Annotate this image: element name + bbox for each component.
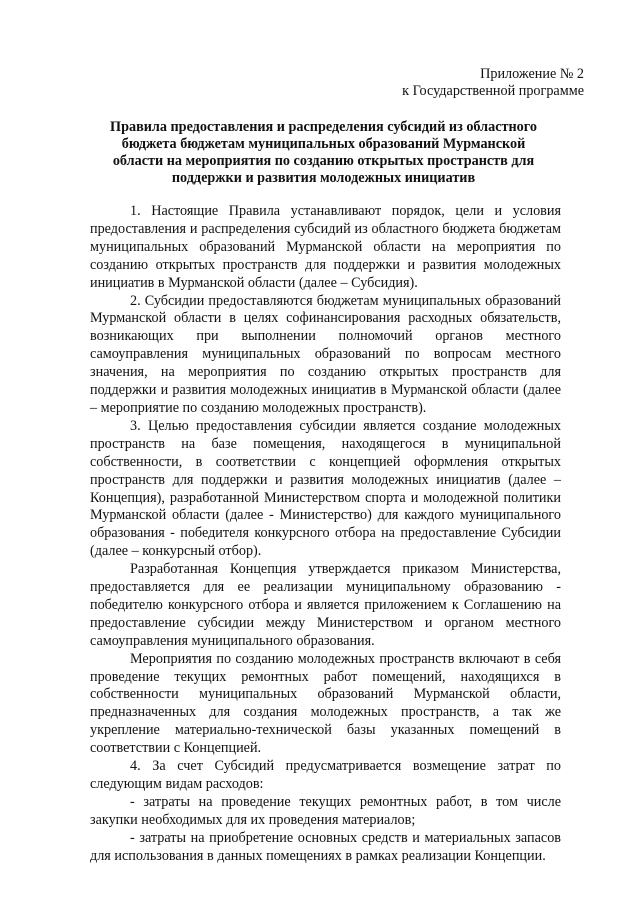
appendix-number: Приложение № 2	[480, 66, 584, 82]
paragraph-activities: Мероприятия по созданию молодежных пространств включают в себя проведение текущих ремонтных работ помещений, находящихся в собственности муниципальных образований Мурманской области, предназначенных для создания молодежных пространств, а так же укрепление материально-технической базы указанных помещений в соответствии с Концепцией.	[90, 650, 561, 757]
paragraph-concept: Разработанная Концепция утверждается приказом Министерства, предоставляется для ее реализации муниципальному образованию - победителю конкурсного отбора и является приложением к Соглашению на предоставление субсидии между Министерством и органом местного самоуправления муниципального образования.	[90, 561, 561, 649]
paragraph-2: 2. Субсидии предоставляются бюджетам муниципальных образований Мурманской области в целях софинансирования расходных обязательств, возникающих при выполнении полномочий органов местного самоуправления муниципальных образований по вопросам местного значения, на мероприятия по созданию открытых пространств для поддержки и развития молодежных инициатив в Мурманской области (далее – мероприятие по созданию молодежных пространств).	[90, 292, 561, 416]
expense-item-repairs: - затраты на проведение текущих ремонтных работ, в том числе закупки необходимых для их проведения материалов;	[90, 793, 561, 828]
paragraph-4: 4. За счет Субсидий предусматривается возмещение затрат по следующим видам расходов:	[90, 758, 561, 792]
appendix-header	[402, 66, 584, 100]
paragraph-1: 1. Настоящие Правила устанавливают порядок, цели и условия предоставления и распределения субсидий из областного бюджета бюджетам муниципальных образований Мурманской области на мероприятия по созданию открытых пространств для поддержки и развития молодежных инициатив в Мурманской области (далее – Субсидия).	[90, 203, 561, 291]
document-title: Правила предоставления и распределения субсидий из областного бюджета бюджетам муниципальных образований Мурманской области на мероприятия по созданию открытых пространств для поддержки и развития молодежных инициатив	[110, 119, 537, 186]
expense-item-assets: - затраты на приобретение основных средств и материальных запасов для использования в данных помещениях в рамках реализации Концепции.	[90, 829, 561, 864]
appendix-reference: к Государственной программе	[402, 83, 584, 99]
paragraph-3: 3. Целью предоставления субсидии является создание молодежных пространств на базе помещения, находящегося в муниципальной собственности, в соответствии с концепцией оформления открытых пространств для поддержки и развития молодежных инициатив (далее – Концепция), разработанной Министерством спорта и молодежной политики Мурманской области (далее - Министерство) для каждого муниципального образования - победителя конкурсного отбора на предоставление Субсидии (далее – конкурсный отбор).	[90, 417, 561, 560]
document-body	[90, 203, 561, 866]
